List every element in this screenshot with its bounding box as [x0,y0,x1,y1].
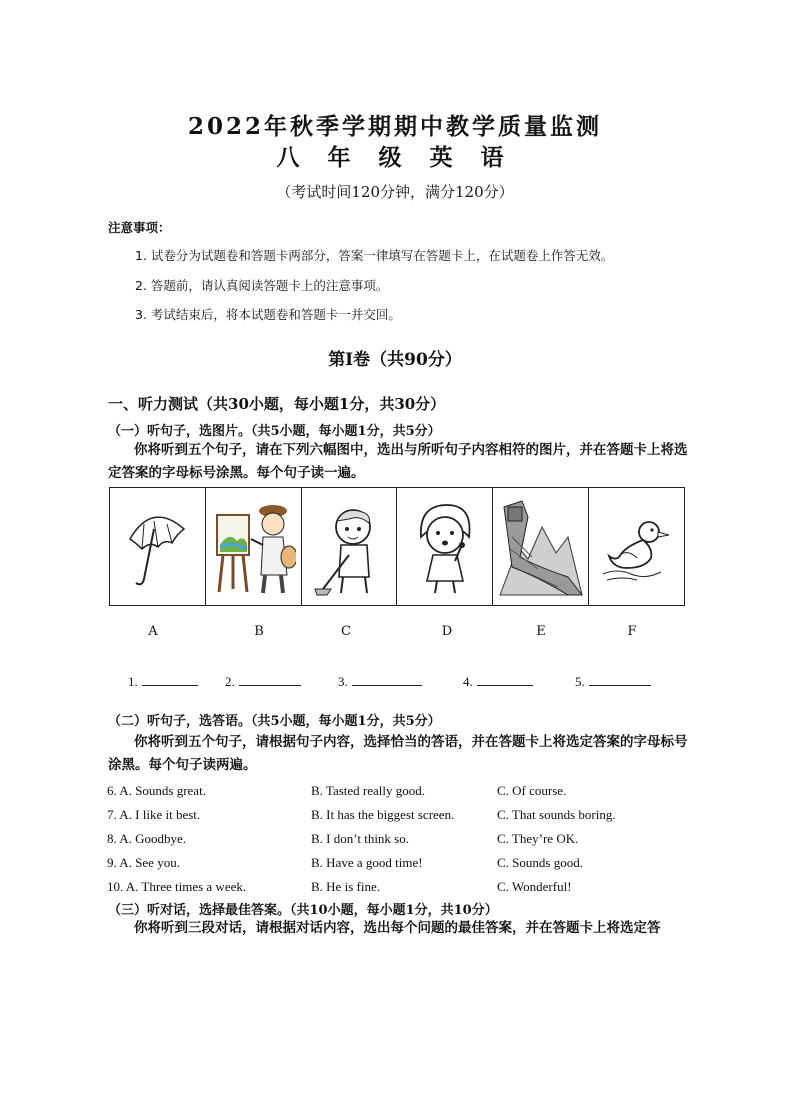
option-a: 6. A. Sounds great. [107,783,206,798]
option-c: C. That sounds boring. [497,807,616,822]
option-a: 8. A. Goodbye. [107,831,187,846]
option-a: 10. A. Three times a week. [107,879,247,894]
picture-cell-e [493,488,589,605]
picture-label: F [627,624,637,639]
option-b: B. Have a good time! [311,855,423,870]
part-heading: 一、听力测试（共30小题，每小题1分，共30分） [108,395,446,413]
subpart-heading: （一）听句子，选图片。（共5小题，每小题1分，共5分） [108,424,441,439]
picture-table [109,487,685,606]
picture-label: B [254,624,264,639]
girl-singing-icon [405,497,485,597]
note-item: 3. 考试结束后，将本试题卷和答题卡一并交回。 [135,307,401,322]
great-wall-icon [498,497,583,597]
subpart-heading: （二）听句子，选答语。（共5小题，每小题1分，共5分） [108,714,441,729]
option-b: B. It has the biggest screen. [311,807,455,822]
boy-sweeping-icon [309,497,389,597]
umbrella-icon [122,499,192,594]
option-c: C. Of course. [497,783,567,798]
option-b: B. I don’t think so. [311,831,409,846]
picture-cell-d [397,488,493,605]
option-c: C. They’re OK. [497,831,579,846]
picture-label: A [148,624,158,639]
answer-blank[interactable]: 3. [338,673,422,690]
subpart-heading: （三）听对话，选择最佳答案。（共10小题，每小题1分，共10分） [108,903,498,918]
picture-cell-f [589,488,684,605]
picture-label: C [341,624,351,639]
answer-blank[interactable]: 1. [128,673,198,690]
exam-title: 2022年秋季学期期中教学质量监测 [187,113,602,140]
picture-cell-b [206,488,302,605]
picture-label: D [441,624,453,639]
exam-subject: 八 年 级 英 语 [276,144,514,171]
answer-blank[interactable]: 2. [225,673,301,690]
instruction-text: 你将听到三段对话，请根据对话内容，选出每个问题的最佳答案，并在答题卡上将选定答 [134,920,661,936]
picture-cell-a [110,488,206,605]
duck-icon [597,502,677,592]
note-item: 1. 试卷分为试题卷和答题卡两部分，答案一律填写在答题卡上，在试题卷上作答无效。 [135,248,614,263]
option-c: C. Sounds good. [497,855,583,870]
answer-blank[interactable]: 5. [575,673,651,690]
answer-blank[interactable]: 4. [463,673,533,690]
picture-label: E [536,624,546,639]
option-c: C. Wonderful! [497,879,572,894]
option-b: B. Tasted really good. [311,783,426,798]
picture-cell-c [302,488,398,605]
instruction-text: 你将听到五个句子，请在下列六幅图中，选出与所听句子内容相符的图片，并在答题卡上将选定答案的字母标号涂黑。每个句子读一遍。 [108,442,688,481]
exam-info: （考试时间120分钟，满分120分） [276,183,514,201]
option-b: B. He is fine. [311,879,380,894]
instruction-text: 你将听到五个句子，请根据句子内容，选择恰当的答语，并在答题卡上将选定答案的字母标号涂黑。每个句子读两遍。 [108,734,688,773]
option-a: 9. A. See you. [107,855,180,870]
note-item: 2. 答题前，请认真阅读答题卡上的注意事项。 [135,278,389,293]
notes-heading: 注意事项： [108,220,171,235]
section-title: 第Ⅰ卷（共90分） [328,350,462,370]
option-a: 7. A. I like it best. [107,807,201,822]
painter-icon [211,497,296,597]
